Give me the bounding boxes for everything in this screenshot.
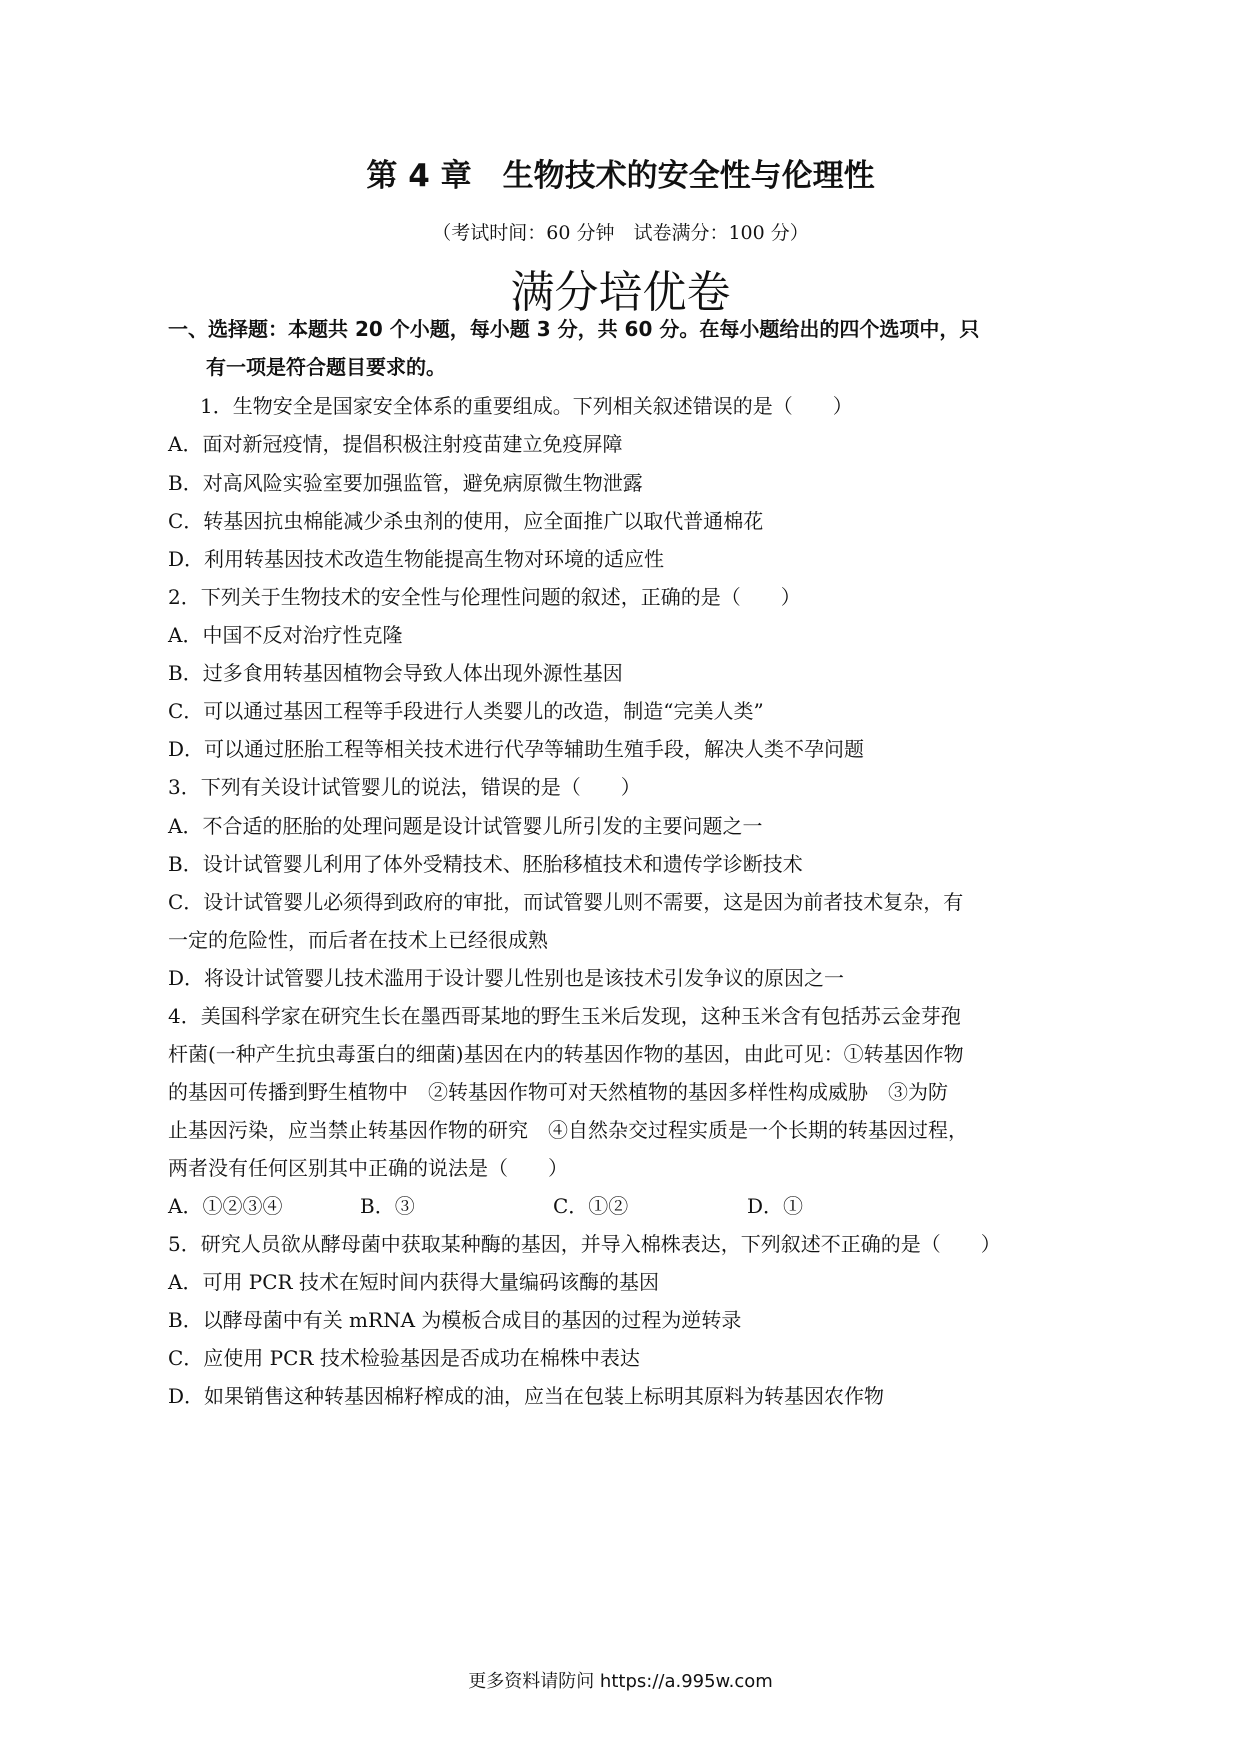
option-a: A．面对新冠疫情，提倡积极注射疫苗建立免疫屏障 bbox=[168, 432, 623, 456]
exam-banner: 满分培优卷 bbox=[510, 267, 731, 318]
question-stem-cont: 两者没有任何区别其中正确的说法是（ ） bbox=[168, 1156, 568, 1180]
option-b: B．过多食用转基因植物会导致人体出现外源性基因 bbox=[168, 661, 623, 685]
question-stem: 5．研究人员欲从酵母菌中获取某种酶的基因，并导入棉株表达，下列叙述不正确的是（ ） bbox=[168, 1232, 1001, 1256]
option-a: A．①②③④ bbox=[168, 1194, 283, 1218]
option-d: D．利用转基因技术改造生物能提高生物对环境的适应性 bbox=[168, 547, 665, 571]
inline-options bbox=[0, 1193, 1241, 1219]
option-c: C．转基因抗虫棉能减少杀虫剂的使用，应全面推广以取代普通棉花 bbox=[168, 509, 764, 533]
section-heading: 一、选择题：本题共 20 个小题，每小题 3 分，共 60 分。在每小题给出的四个选项中，只 bbox=[168, 317, 980, 341]
option-a: A．中国不反对治疗性克隆 bbox=[168, 623, 403, 647]
option-d: D．① bbox=[747, 1194, 804, 1218]
option-a: A．可用 PCR 技术在短时间内获得大量编码该酶的基因 bbox=[168, 1270, 659, 1294]
option-b: B．对高风险实验室要加强监管，避免病原微生物泄露 bbox=[168, 471, 643, 495]
footer-link[interactable]: 更多资料请防问 https://a.995w.com bbox=[468, 1671, 773, 1692]
question-stem: 1．生物安全是国家安全体系的重要组成。下列相关叙述错误的是（ ） bbox=[200, 394, 853, 418]
option-d: D．可以通过胚胎工程等相关技术进行代孕等辅助生殖手段，解决人类不孕问题 bbox=[168, 737, 865, 761]
question-stem-cont: 杆菌(一种产生抗虫毒蛋白的细菌)基因在内的转基因作物的基因，由此可见：①转基因作物 bbox=[168, 1042, 964, 1066]
question-stem: 2．下列关于生物技术的安全性与伦理性问题的叙述，正确的是（ ） bbox=[168, 585, 801, 609]
exam-info: （考试时间：60 分钟 试卷满分：100 分） bbox=[432, 222, 809, 244]
option-c: C．可以通过基因工程等手段进行人类婴儿的改造，制造“完美人类” bbox=[168, 699, 764, 723]
question-stem: 3．下列有关设计试管婴儿的说法，错误的是（ ） bbox=[168, 775, 641, 799]
option-b: B．设计试管婴儿利用了体外受精技术、胚胎移植技术和遗传学诊断技术 bbox=[168, 852, 803, 876]
section-heading-cont: 有一项是符合题目要求的。 bbox=[206, 355, 446, 379]
option-c: C．设计试管婴儿必须得到政府的审批，而试管婴儿则不需要，这是因为前者技术复杂，有 bbox=[168, 890, 964, 914]
question-stem: 4．美国科学家在研究生长在墨西哥某地的野生玉米后发现，这种玉米含有包括苏云金芽孢 bbox=[168, 1004, 961, 1028]
option-c: C．应使用 PCR 技术检验基因是否成功在棉株中表达 bbox=[168, 1346, 640, 1370]
question-stem-cont: 的基因可传播到野生植物中 ②转基因作物可对天然植物的基因多样性构成威胁 ③为防 bbox=[168, 1080, 948, 1104]
option-d: D．如果销售这种转基因棉籽榨成的油，应当在包装上标明其原料为转基因农作物 bbox=[168, 1384, 885, 1408]
option-d: D．将设计试管婴儿技术滥用于设计婴儿性别也是该技术引发争议的原因之一 bbox=[168, 966, 845, 990]
option-c: C．①② bbox=[553, 1194, 629, 1218]
question-stem-cont: 止基因污染，应当禁止转基因作物的研究 ④自然杂交过程实质是一个长期的转基因过程， bbox=[168, 1118, 968, 1142]
option-c-cont: 一定的危险性，而后者在技术上已经很成熟 bbox=[168, 928, 548, 952]
chapter-title: 第 4 章 生物技术的安全性与伦理性 bbox=[366, 158, 875, 194]
option-b: B．③ bbox=[360, 1194, 415, 1218]
option-b: B．以酵母菌中有关 mRNA 为模板合成目的基因的过程为逆转录 bbox=[168, 1308, 742, 1332]
option-a: A．不合适的胚胎的处理问题是设计试管婴儿所引发的主要问题之一 bbox=[168, 814, 763, 838]
